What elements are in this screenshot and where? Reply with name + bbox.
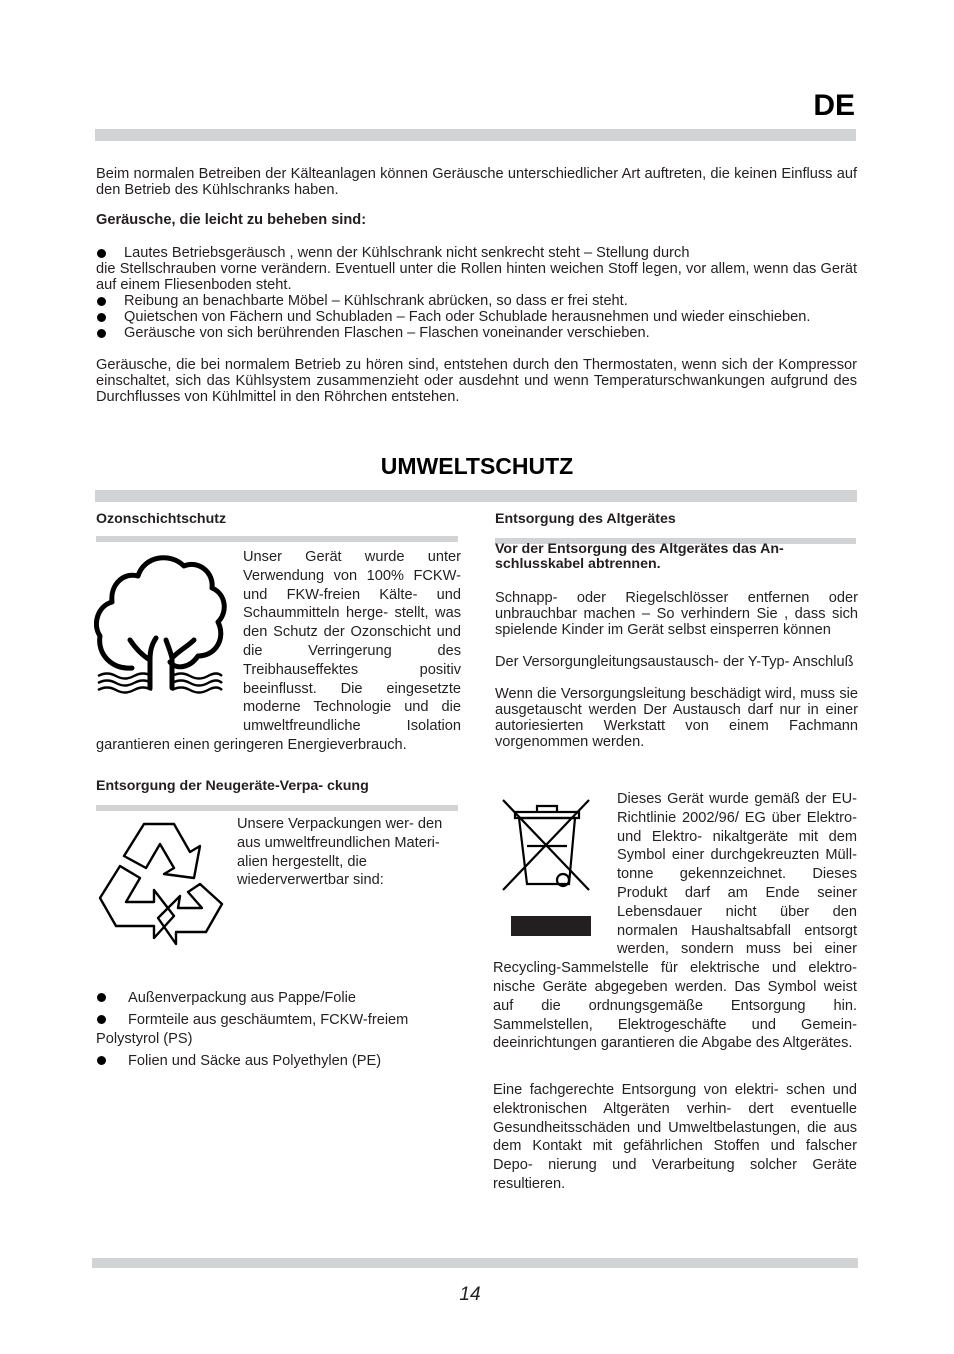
language-code: DE xyxy=(813,89,855,122)
list-item: Folien und Säcke aus Polyethylen (PE) xyxy=(96,1052,461,1071)
disposal-heading: Entsorgung des Altgerätes xyxy=(495,511,676,527)
intro-paragraph: Beim normalen Betreiben der Kälteanlagen können Geräusche unterschiedlicher Art auftreten, die keinen Einfluss auf den Betrieb des Kühlschranks haben. xyxy=(96,166,857,198)
list-item: Formteile aus geschäumtem, FCKW-freiem Polystyrol (PS) xyxy=(96,1011,461,1049)
packaging-text: Unsere Verpackungen wer- den aus umweltfreundlichen Materi- alien hergestellt, die wiederverwertbar sind: xyxy=(237,816,443,889)
page-number: 14 xyxy=(459,1284,481,1305)
packaging-heading: Entsorgung der Neugeräte-Verpa- ckung xyxy=(96,778,369,794)
normal-noise-paragraph: Geräusche, die bei normalem Betrieb zu hören sind, entstehen durch den Thermostaten, wenn sich der Kompressor einschaltet, sich das Kühlsystem zusammenzieht oder ausdehnt und wenn Temperaturschwankungen aufgrund des Durchflusses von Kühlmittel in den Röhrchen entstehen. xyxy=(96,357,857,405)
bin-float-spacer xyxy=(493,790,617,950)
final-paragraph: Eine fachgerechte Entsorgung von elektri- schen und elektronischen Altgeräten verhin- dert eventuelle Gesundheitsschäden und Umweltbelastungen, die aus dem Kontakt mit gefährlichen Stoffen und falscher Depo- nierung und Verarbeitung solcher Geräte resultieren. xyxy=(493,1082,857,1192)
ozone-text: Unser Gerät wurde unter Verwendung von 100% FCKW- und FKW-freien Kälte- und Schaummitteln herge- stellt, was den Schutz der Ozonschicht und die Verringerung des Treibhauseffektes positiv beeinflusst. Die eingesetzte moderne Technologie und die umweltfreundliche Isolation garantieren einen geringeren Energieverbrauch. xyxy=(96,549,461,753)
list-item: Reibung an benachbarte Möbel – Kühlschrank abrücken, so dass er frei steht. xyxy=(96,293,857,309)
section-rule xyxy=(95,490,857,502)
easy-noise-heading: Geräusche, die leicht zu beheben sind: xyxy=(96,212,367,228)
weee-text-block xyxy=(493,790,857,1053)
list-item: Geräusche von sich berührenden Flaschen – Flaschen voneinander verschieben. xyxy=(96,325,857,341)
weee-text: Dieses Gerät wurde gemäß der EU-Richtlinie 2002/96/ EG über Elektro- und Elektro- nikaltgeräte mit dem Symbol einer durchgekreuzten Müll- tonne gekennzeichnet. Dieses Produkt darf am Ende seiner Lebensdauer nicht über den normalen Haushaltsabfall entsorgt werden, sondern muss bei einer Recycling-Sammelstelle für elektrische und elektro- nische Geräte abgegeben werden. Das Symbol weist auf die ordnungsgemäße Entsorgung hin. Sammelstellen, Elektrogeschäfte und Gemein- deeinrichtungen garantieren die Abgabe des Altgerätes. xyxy=(493,791,857,1052)
section-title: UMWELTSCHUTZ xyxy=(380,453,574,479)
header-rule xyxy=(95,129,856,141)
disposal-paragraph-3: Wenn die Versorgungsleitung beschädigt wird, muss sie ausgetauscht werden Der Austausch darf nur in einer autoriesierten Werkstatt von einem Fachmann vorgenommen werden. xyxy=(495,686,858,750)
ozone-heading: Ozonschichtschutz xyxy=(96,511,227,527)
disposal-paragraph-2: Der Versorgungleitungsaustausch- der Y-Typ- Anschluß xyxy=(495,654,854,670)
packaging-rule xyxy=(96,805,458,811)
list-item-continuation: die Stellschrauben vorne verändern. Eventuell unter die Rollen hinten weichen Stoff legen, vor allem, wenn das Gerät auf einem Fliesenboden steht. xyxy=(96,261,857,293)
disposal-paragraph-1: Schnapp- oder Riegelschlösser entfernen oder unbrauchbar machen – So verhindern Sie , dass sich spielende Kinder im Gerät selbst einsperren können xyxy=(495,590,858,638)
footer-rule xyxy=(92,1258,858,1268)
noise-bullet-list xyxy=(96,245,857,341)
list-item: Außenverpackung aus Pappe/Folie xyxy=(96,989,461,1008)
packaging-bullet-list xyxy=(96,989,461,1071)
list-item: Lautes Betriebsgeräusch , wenn der Kühlschrank nicht senkrecht steht – Stellung durch xyxy=(96,245,857,261)
ozone-text-block xyxy=(96,548,461,755)
tree-float-spacer xyxy=(96,548,243,718)
recycle-icon xyxy=(96,818,226,954)
list-item: Quietschen von Fächern und Schubladen – Fach oder Schublade herausnehmen und wieder einschieben. xyxy=(96,309,857,325)
ozone-rule xyxy=(96,536,458,542)
cable-warning: Vor der Entsorgung des Altgerätes das An- schlusskabel abtrennen. xyxy=(495,541,784,572)
